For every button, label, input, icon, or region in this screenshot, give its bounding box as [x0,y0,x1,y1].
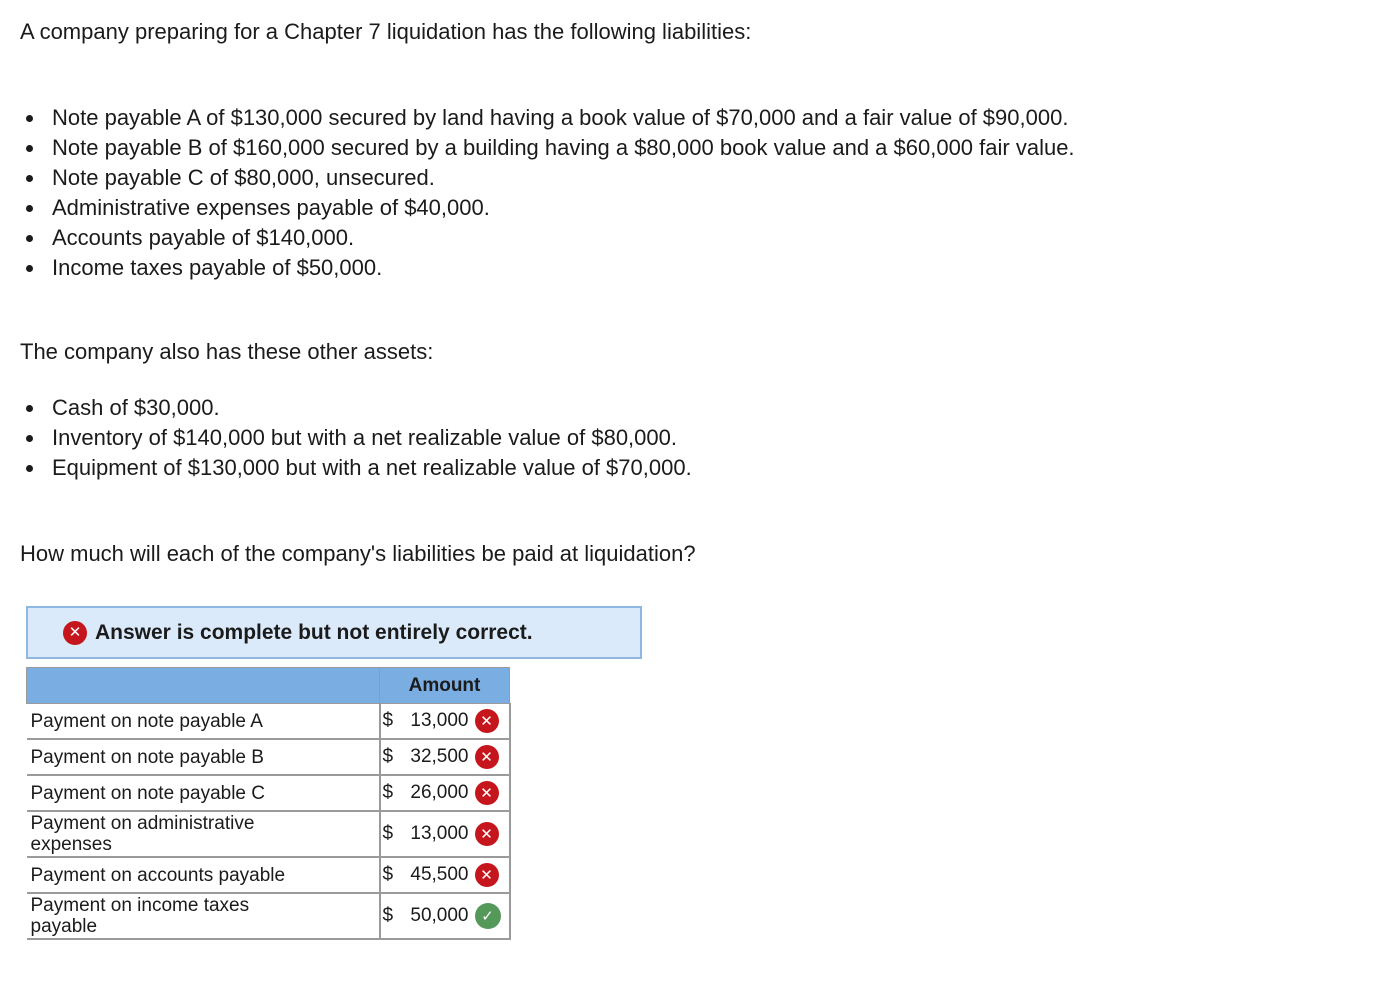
amount-value[interactable]: 13,000 [410,823,469,844]
amount-cell[interactable] [380,857,510,893]
table-row [27,739,510,775]
amount-cell[interactable] [380,704,510,740]
liability-item: Note payable C of $80,000, unsecured. [20,163,1075,193]
row-label [27,893,380,939]
table-row [27,811,510,857]
amount-value[interactable]: 13,000 [410,710,469,731]
answer-status-banner [26,606,642,659]
check-circle-icon: ✓ [475,903,501,929]
currency-symbol: $ [382,746,394,767]
x-circle-icon: ✕ [475,745,499,769]
liabilities-list [20,103,1075,283]
table-row [27,775,510,811]
assets-intro: The company also has these other assets: [20,339,434,364]
answer-status-text: Answer is complete but not entirely correct. [95,620,533,644]
amount-value[interactable]: 45,500 [410,864,469,885]
amount-cell[interactable] [380,739,510,775]
amount-value[interactable]: 26,000 [410,782,469,803]
x-circle-icon: ✕ [63,621,87,645]
amount-cell[interactable] [380,811,510,857]
currency-symbol: $ [382,905,394,926]
currency-symbol: $ [382,782,394,803]
problem-intro: A company preparing for a Chapter 7 liquidation has the following liabilities: [20,19,752,44]
question-text: How much will each of the company's liabilities be paid at liquidation? [20,541,696,566]
x-circle-icon: ✕ [475,781,499,805]
liability-item: Administrative expenses payable of $40,000. [20,193,1075,223]
amount-value[interactable]: 32,500 [410,746,469,767]
row-label [27,811,380,857]
row-label-text: Payment on administrative expenses [30,813,255,855]
table-row [27,893,510,939]
row-label: Payment on note payable B [27,739,380,775]
x-circle-icon: ✕ [475,709,499,733]
asset-item: Cash of $30,000. [20,393,692,423]
asset-item: Equipment of $130,000 but with a net realizable value of $70,000. [20,453,692,483]
currency-symbol: $ [382,864,394,885]
amount-value[interactable]: 50,000 [410,905,469,926]
x-circle-icon: ✕ [475,863,499,887]
assets-list [20,393,692,483]
row-label: Payment on note payable C [27,775,380,811]
amount-cell[interactable] [380,775,510,811]
x-circle-icon: ✕ [475,822,499,846]
asset-item: Inventory of $140,000 but with a net realizable value of $80,000. [20,423,692,453]
table-header-blank [27,668,380,704]
liability-item: Note payable B of $160,000 secured by a building having a $80,000 book value and a $60,000 fair value. [20,133,1075,163]
row-label: Payment on note payable A [27,704,380,740]
answer-table [26,667,511,940]
table-row [27,704,510,740]
liability-item: Income taxes payable of $50,000. [20,253,1075,283]
liability-item: Note payable A of $130,000 secured by land having a book value of $70,000 and a fair value of $90,000. [20,103,1075,133]
currency-symbol: $ [382,710,394,731]
row-label: Payment on accounts payable [27,857,380,893]
currency-symbol: $ [382,823,394,844]
table-row [27,857,510,893]
amount-cell[interactable] [380,893,510,939]
table-header-amount: Amount [380,668,510,704]
row-label-text: Payment on income taxes payable [30,895,250,937]
liability-item: Accounts payable of $140,000. [20,223,1075,253]
